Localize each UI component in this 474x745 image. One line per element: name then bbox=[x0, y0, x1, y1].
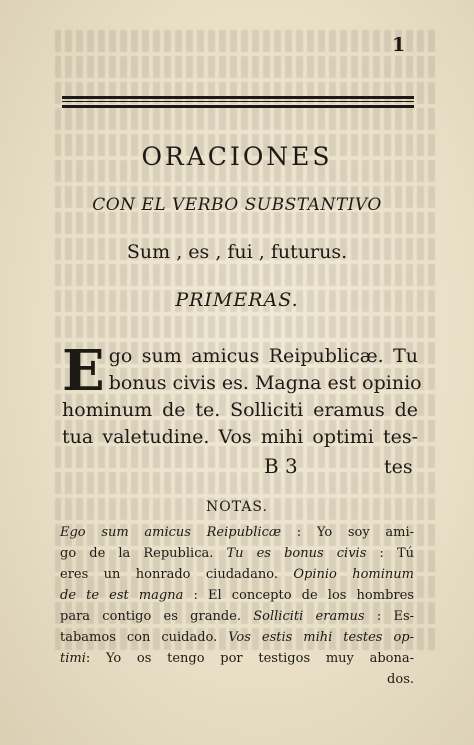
notes-heading: NOTAS. bbox=[206, 499, 268, 515]
translation-text: : Es- bbox=[364, 609, 415, 624]
signature-mark: B 3 bbox=[264, 454, 298, 478]
body-line: tua valetudine. Vos mihi optimi tes- bbox=[62, 426, 418, 448]
translation-text: go de la Republica. bbox=[60, 546, 227, 561]
verb-forms: Sum , es , fui , futurus. bbox=[126, 241, 348, 263]
note-line bbox=[60, 606, 414, 627]
note-line: dos. bbox=[387, 672, 414, 687]
page-title: ORACIONES bbox=[141, 142, 333, 171]
latin-phrase: Opinio hominum bbox=[293, 567, 414, 582]
translation-text: : Yo os tengo por testigos muy abona- bbox=[85, 651, 414, 666]
latin-sentences bbox=[62, 338, 422, 451]
section-title: PRIMERAS. bbox=[175, 289, 299, 311]
translation-text: : El concepto de los hombres bbox=[183, 588, 414, 603]
body-line: bonus civis es. Magna est opinio bbox=[108, 372, 422, 394]
latin-phrase: timi bbox=[60, 651, 86, 666]
translation-text: : Tú bbox=[366, 546, 415, 561]
note-line bbox=[60, 543, 414, 564]
note-line bbox=[60, 627, 414, 648]
latin-phrase: Vos estis mihi testes op- bbox=[228, 630, 415, 645]
catchword: tes bbox=[384, 456, 413, 478]
page-number: 1 bbox=[392, 34, 406, 56]
double-rule-divider bbox=[62, 96, 414, 108]
latin-phrase: Tu es bonus civis bbox=[226, 546, 367, 561]
translation-text: tabamos con cuidado. bbox=[60, 630, 229, 645]
note-line bbox=[60, 564, 414, 585]
body-line: go sum amicus Reipublicæ. Tu bbox=[108, 345, 418, 367]
note-line bbox=[60, 648, 414, 669]
body-line: hominum de te. Solliciti eramus de bbox=[62, 399, 418, 421]
note-line bbox=[60, 585, 414, 606]
translation-text: eres un honrado ciudadano. bbox=[60, 567, 294, 582]
translation-text: para contigo es grande. bbox=[60, 609, 254, 624]
note-line bbox=[60, 522, 414, 543]
translation-text: : Yo soy ami- bbox=[281, 525, 414, 540]
page-subtitle: CON EL VERBO SUBSTANTIVO bbox=[92, 195, 382, 215]
latin-phrase: Ego sum amicus Reipublicæ bbox=[60, 525, 282, 540]
notes-block bbox=[60, 522, 414, 690]
drop-cap: E bbox=[62, 338, 105, 404]
latin-phrase: Solliciti eramus bbox=[253, 609, 365, 624]
latin-phrase: de te est magna bbox=[60, 588, 184, 603]
